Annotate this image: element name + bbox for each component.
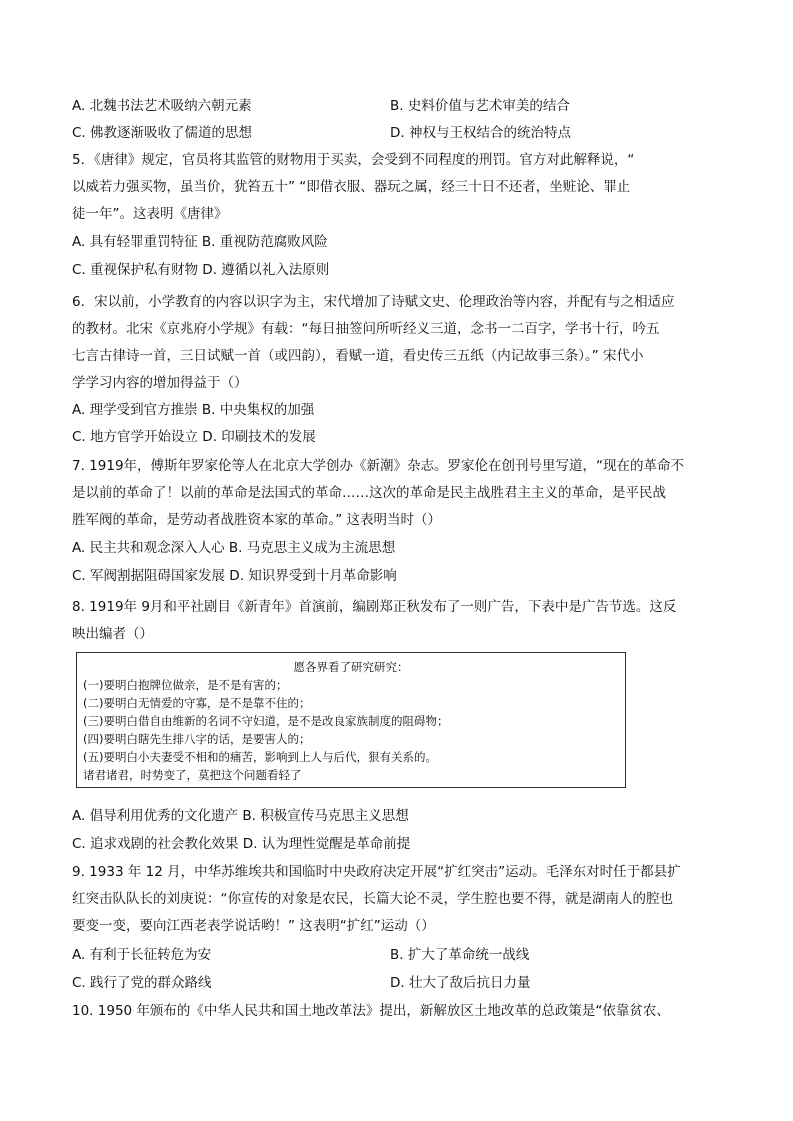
q10-stem-line-1: 10. 1950 年颁布的《中华人民共和国土地改革法》提出，新解放区土地改革的总政策是“依靠贫农、 bbox=[72, 1003, 670, 1019]
q4-option-d[interactable]: D. 神权与王权结合的统治特点 bbox=[390, 125, 571, 141]
advertisement-line-6: 诸君诸君，时势变了，莫把这个问题看轻了 bbox=[83, 768, 302, 782]
advertisement-line-1: (一)要明白抱牌位做亲，是不是有害的； bbox=[83, 678, 288, 692]
q7-options-ab[interactable]: A. 民主共和观念深入人心 B. 马克思主义成为主流思想 bbox=[72, 540, 396, 556]
q5-stem-line-2: 以威若力强买物，虽当价，犹笞五十” “即借衣服、器玩之属，经三十日不还者，坐赃论、罪止 bbox=[72, 179, 631, 195]
q8-stem-line-2: 映出编者（） bbox=[72, 626, 153, 642]
q9-stem-line-3: 要变一变，要向江西老表学说话哟！” 这表明“扩红”运动（） bbox=[72, 918, 435, 934]
q6-stem-line-2: 的教材。北宋《京兆府小学规》有载：“每日抽签问所听经义三道，念书一二百字，学书十行，吟五 bbox=[72, 321, 660, 337]
q4-option-b[interactable]: B. 史料价值与艺术审美的结合 bbox=[390, 98, 570, 114]
q6-stem-line-1: 6．宋以前，小学教育的内容以识字为主，宋代增加了诗赋文史、伦理政治等内容，并配有与之相适应 bbox=[72, 294, 675, 310]
q9-option-c[interactable]: C. 践行了党的群众路线 bbox=[72, 975, 212, 991]
q9-option-a[interactable]: A. 有利于长征转危为安 bbox=[72, 947, 212, 963]
q8-options-ab[interactable]: A. 倡导利用优秀的文化遗产 B. 积极宣传马克思主义思想 bbox=[72, 808, 409, 824]
advertisement-line-5: (五)要明白小夫妻受不相和的痛苦，影响到上人与后代，狠有关系的。 bbox=[83, 750, 437, 764]
q9-stem-line-2: 红突击队队长的刘庚说：“你宣传的对象是农民，长篇大论不灵，学生腔也要不得，就是湖南人的腔也 bbox=[72, 891, 673, 907]
q8-options-cd[interactable]: C. 追求戏剧的社会教化效果 D. 认为理性觉醒是革命前提 bbox=[72, 836, 411, 852]
q5-stem-line-1: 5．《唐律》规定，官员将其监管的财物用于买卖，会受到不同程度的刑罚。官方对此解释说，“ bbox=[72, 152, 635, 168]
advertisement-line-3: (三)要明白借自由维新的名词不守妇道，是不是改良家族制度的阻碍物； bbox=[83, 714, 449, 728]
q5-options-ab[interactable]: A. 具有轻罪重罚特征 B. 重视防范腐败风险 bbox=[72, 234, 328, 250]
q7-stem-line-2: 是以前的革命了！以前的革命是法国式的革命……这次的革命是民主战胜君主主义的革命，是平民战 bbox=[72, 485, 666, 501]
advertisement-line-2: (二)要明白无情爱的守寡，是不是靠不住的； bbox=[83, 696, 311, 710]
q7-options-cd[interactable]: C. 军阀割据阻碍国家发展 D. 知识界受到十月革命影响 bbox=[72, 568, 397, 584]
q4-option-c[interactable]: C. 佛教逐渐吸收了儒道的思想 bbox=[72, 125, 253, 141]
q8-stem-line-1: 8. 1919年 9月和平社剧目《新青年》首演前，编剧郑正秋发布了一则广告，下表中是广告节选。这反 bbox=[72, 599, 677, 615]
advertisement-title: 愿各界看了研究研究： bbox=[293, 660, 409, 674]
q9-option-b[interactable]: B. 扩大了革命统一战线 bbox=[390, 947, 530, 963]
q6-stem-line-4: 学学习内容的增加得益于（） bbox=[72, 375, 248, 391]
advertisement-excerpt-box bbox=[76, 652, 626, 788]
q6-options-ab[interactable]: A. 理学受到官方推崇 B. 中央集权的加强 bbox=[72, 402, 315, 418]
q6-options-cd[interactable]: C. 地方官学开始设立 D. 印刷技术的发展 bbox=[72, 429, 316, 445]
q5-options-cd[interactable]: C. 重视保护私有财物 D. 遵循以礼入法原则 bbox=[72, 262, 330, 278]
q7-stem-line-3: 胜军阀的革命，是劳动者战胜资本家的革命。” 这表明当时（） bbox=[72, 512, 442, 528]
advertisement-line-4: (四)要明白瞎先生排八字的话，是要害人的； bbox=[83, 732, 311, 746]
q5-stem-line-3: 徒一年”。这表明《唐律》 bbox=[72, 206, 228, 222]
q4-option-a[interactable]: A. 北魏书法艺术吸纳六朝元素 bbox=[72, 98, 252, 114]
q6-stem-line-3: 七言古律诗一首，三日试赋一首（或四韵），看赋一道，看史传三五纸（内记故事三条）。” 宋代小 bbox=[72, 348, 644, 364]
q9-stem-line-1: 9. 1933 年 12 月，中华苏维埃共和国临时中央政府决定开展“扩红突击”运动。毛泽东对时任于都县扩 bbox=[72, 864, 681, 880]
q7-stem-line-1: 7. 1919年，傅斯年罗家伦等人在北京大学创办《新潮》杂志。罗家伦在创刊号里写道，“现在的革命不 bbox=[72, 458, 685, 474]
q9-option-d[interactable]: D. 壮大了敌后抗日力量 bbox=[390, 975, 531, 991]
